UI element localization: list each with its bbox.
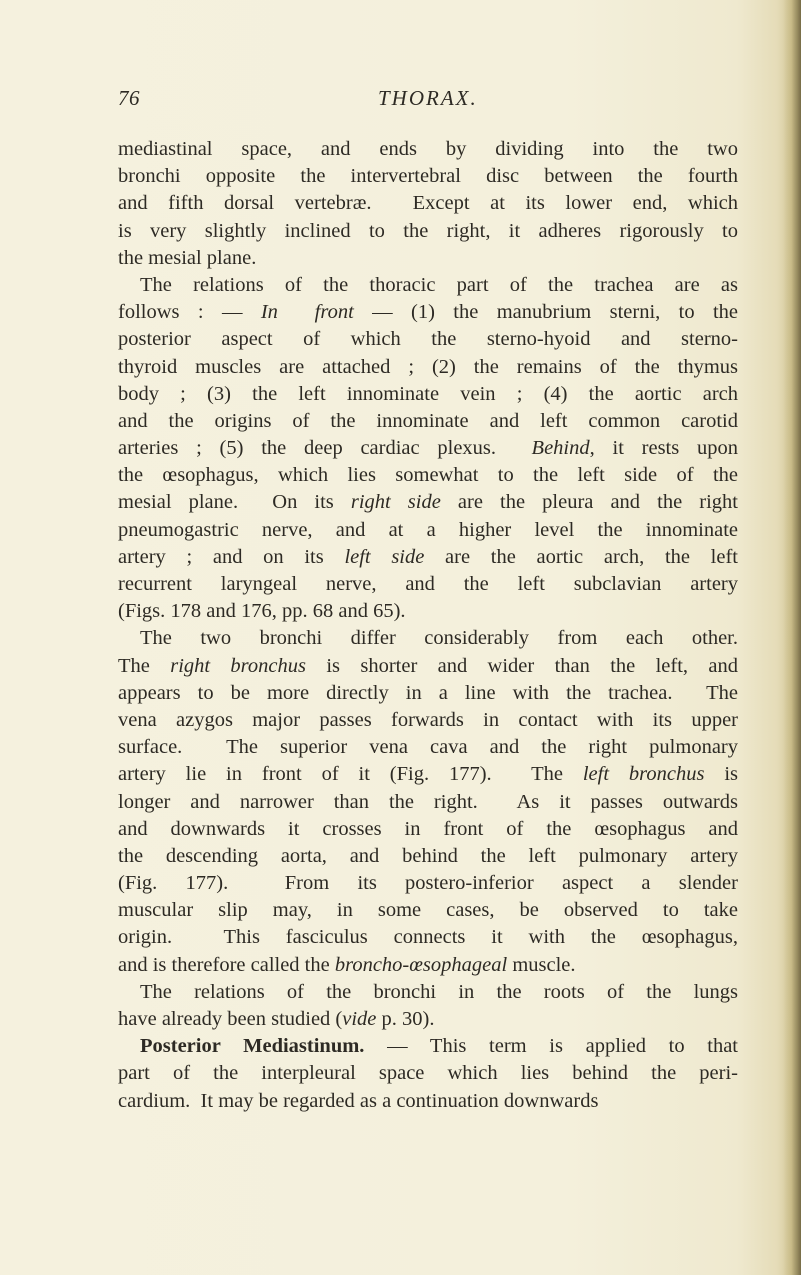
text-line <box>118 1006 738 1033</box>
text-line <box>118 598 738 625</box>
text-line <box>118 1033 738 1060</box>
text-segment: muscular slip may, in some cases, be observed to take <box>118 899 738 922</box>
text-line <box>118 218 738 245</box>
text-line <box>118 952 738 979</box>
text-line <box>118 489 738 516</box>
text-segment: The relations of the thoracic part of the trachea are as <box>140 273 738 296</box>
text-line <box>118 190 738 217</box>
text-line <box>118 136 738 163</box>
text-segment: posterior aspect of which the sterno-hyoid and sterno- <box>118 328 738 351</box>
text-segment: , it rests upon <box>589 437 738 460</box>
text-segment: mesial plane. On its <box>118 491 351 514</box>
page-number: 76 <box>118 86 140 110</box>
text-line <box>118 245 738 272</box>
text-segment: origin. This fasciculus connects it with the œsophagus, <box>118 926 738 949</box>
text-segment: mediastinal space, and ends by dividing into the two <box>118 138 738 160</box>
italic-text: In front <box>260 301 354 324</box>
text-line <box>118 680 738 707</box>
text-segment: body ; (3) the left innominate vein ; (4) the aortic arch <box>118 382 738 405</box>
running-head <box>118 86 718 114</box>
text-line <box>118 1088 738 1115</box>
text-segment: pneumogastric nerve, and at a higher level the innominate <box>118 518 738 541</box>
text-segment: thyroid muscles are attached ; (2) the remains of the thymus <box>118 355 738 378</box>
text-line <box>118 517 738 544</box>
text-segment: surface. The superior vena cava and the right pulmonary <box>118 736 738 759</box>
text-segment: muscle. <box>507 953 576 976</box>
page-binding-edge <box>783 0 801 1275</box>
text-segment: and is therefore called the <box>118 953 335 976</box>
text-segment: and the origins of the innominate and left common carotid <box>118 409 738 432</box>
text-segment: are the aortic arch, the left <box>424 545 738 568</box>
text-segment: part of the interpleural space which lies behind the peri- <box>118 1062 738 1085</box>
text-segment: The relations of the bronchi in the roots of the lungs <box>140 980 738 1003</box>
text-line <box>118 462 738 489</box>
text-segment: arteries ; (5) the deep cardiac plexus. <box>118 437 532 460</box>
italic-text: left bronchus <box>582 763 705 786</box>
text-line <box>118 816 738 843</box>
text-line <box>118 897 738 924</box>
text-line <box>118 707 738 734</box>
italic-text: Behind <box>531 437 590 460</box>
text-segment: is <box>704 763 738 786</box>
text-line <box>118 435 738 462</box>
text-line <box>118 1060 738 1087</box>
text-segment: p. 30). <box>376 1008 435 1030</box>
text-segment: the descending aorta, and behind the left pulmonary artery <box>118 844 738 867</box>
italic-text: broncho-œsophageal <box>334 953 508 976</box>
text-segment: artery lie in front of it (Fig. 177). The <box>118 763 583 786</box>
text-segment: the mesial plane. <box>118 246 257 269</box>
running-head-title: THORAX. <box>378 86 478 110</box>
text-segment: have already been studied ( <box>118 1008 343 1030</box>
text-line <box>118 299 738 326</box>
text-line <box>118 408 738 435</box>
text-segment: is very slightly inclined to the right, it adheres rigorously to <box>118 219 738 242</box>
text-segment: (Figs. 178 and 176, pp. 68 and 65). <box>118 600 406 623</box>
text-line <box>118 163 738 190</box>
text-line <box>118 924 738 951</box>
text-line <box>118 354 738 381</box>
text-segment: bronchi opposite the intervertebral disc between the fourth <box>118 165 738 188</box>
text-line <box>118 272 738 299</box>
text-line <box>118 870 738 897</box>
text-segment: (Fig. 177). From its postero-inferior aspect a slender <box>118 872 738 895</box>
text-segment: artery ; and on its <box>118 545 345 568</box>
body-text <box>118 136 738 1115</box>
text-segment: The <box>118 654 171 677</box>
text-segment: is shorter and wider than the left, and <box>305 654 738 677</box>
text-line <box>118 761 738 788</box>
text-segment: — (1) the manubrium sterni, to the <box>353 301 739 324</box>
italic-text: right bronchus <box>170 654 306 677</box>
text-segment: follows : — <box>118 301 261 324</box>
text-line <box>118 979 738 1006</box>
text-segment: are the pleura and the right <box>440 491 738 514</box>
text-line <box>118 653 738 680</box>
text-line <box>118 789 738 816</box>
text-line <box>118 625 738 652</box>
text-line <box>118 326 738 353</box>
bold-heading-text: Posterior Mediastinum. <box>140 1035 365 1058</box>
text-segment: — This term is applied to that <box>364 1035 739 1058</box>
text-segment: and downwards it crosses in front of the œsophagus and <box>118 817 738 840</box>
text-segment: vena azygos major passes forwards in contact with its upper <box>118 708 738 731</box>
text-segment: the œsophagus, which lies somewhat to the left side of the <box>118 464 738 487</box>
text-line <box>118 544 738 571</box>
text-line <box>118 571 738 598</box>
text-segment: cardium. It may be regarded as a continuation downwards <box>118 1089 599 1112</box>
text-segment: appears to be more directly in a line with the trachea. The <box>118 681 738 704</box>
text-line <box>118 381 738 408</box>
text-line <box>118 843 738 870</box>
text-line <box>118 734 738 761</box>
text-segment: recurrent laryngeal nerve, and the left subclavian artery <box>118 573 738 595</box>
text-segment: and fifth dorsal vertebræ. Except at its lower end, which <box>118 192 738 215</box>
italic-text: vide <box>342 1008 377 1030</box>
italic-text: right side <box>350 491 441 514</box>
text-segment: The two bronchi differ considerably from each other. <box>140 627 738 650</box>
italic-text: left side <box>344 545 425 568</box>
text-segment: longer and narrower than the right. As it passes outwards <box>118 790 738 813</box>
